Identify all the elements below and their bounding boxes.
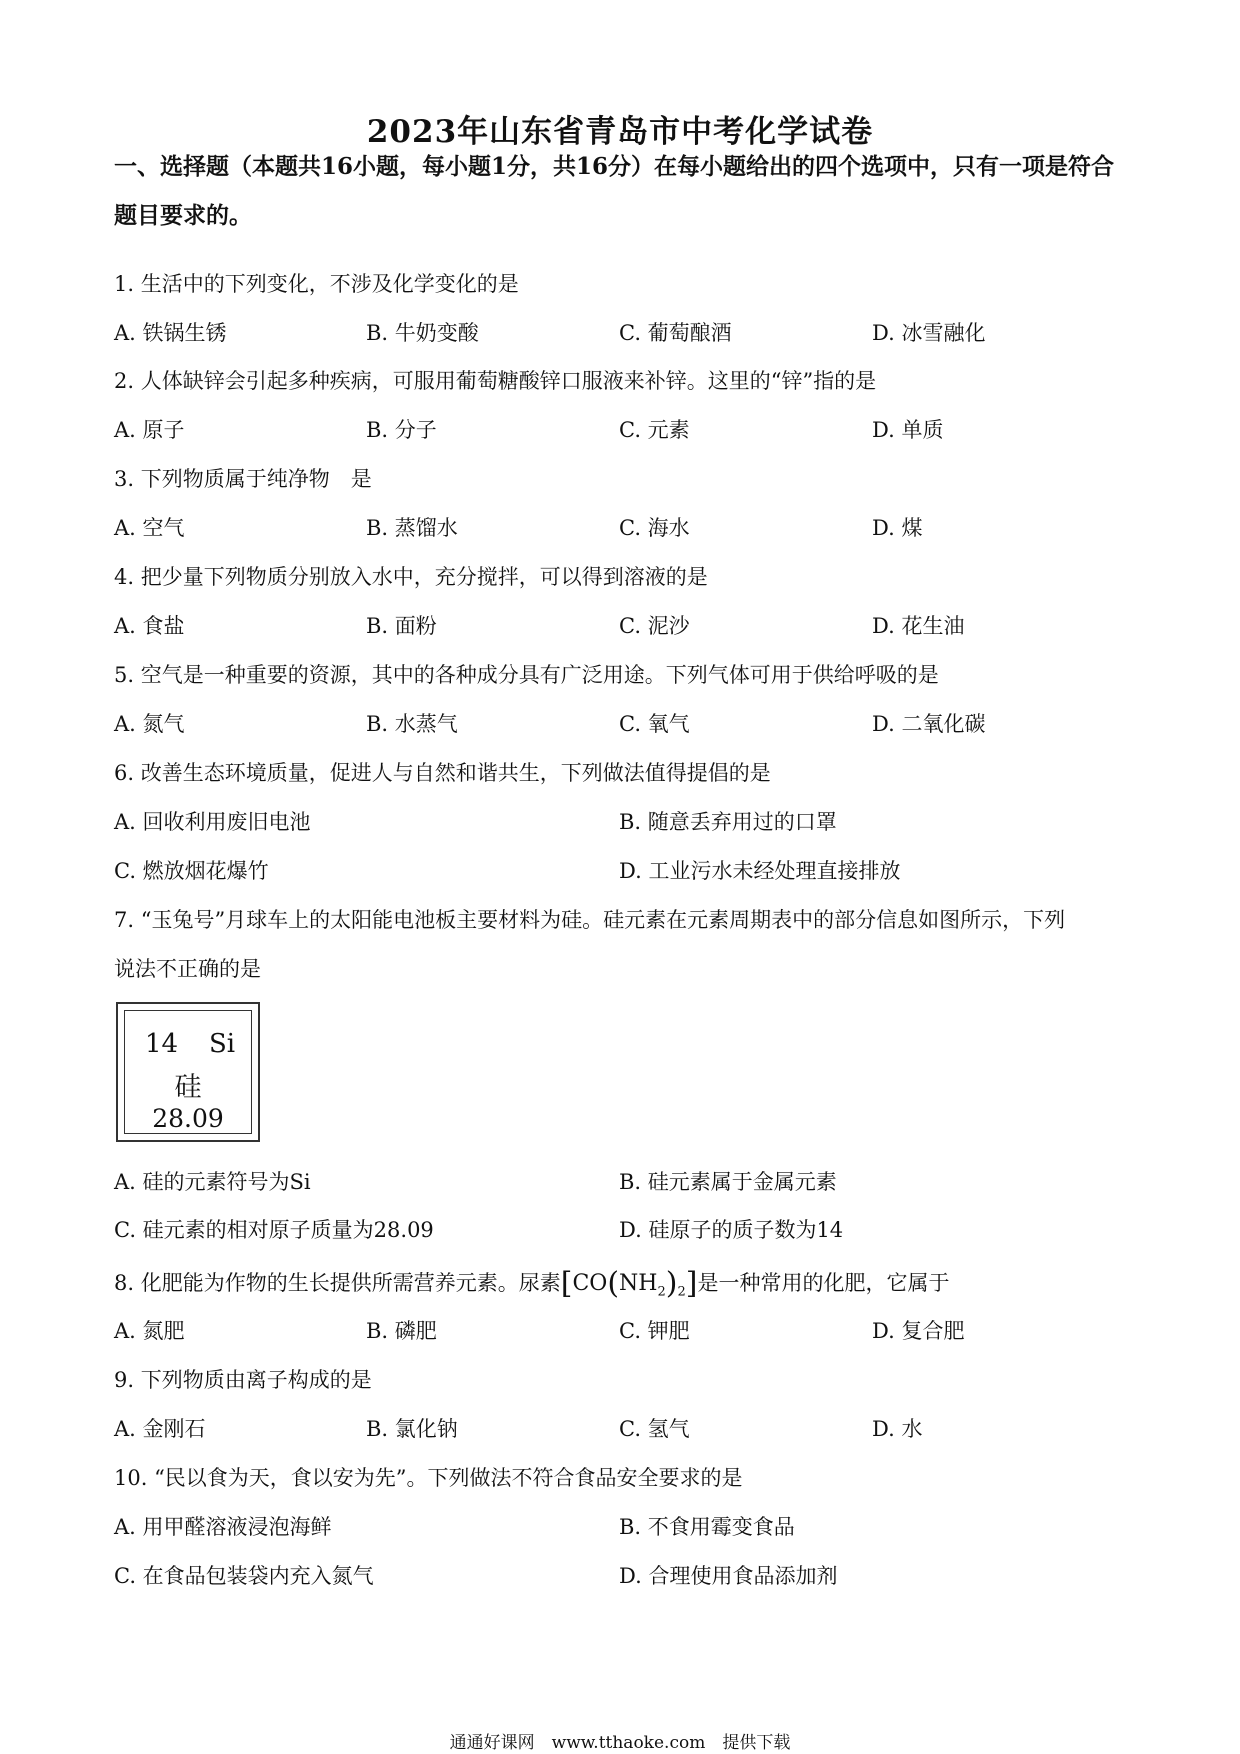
element-name: 硅 (174, 1072, 202, 1103)
question-3-stem: 3. 下列物质属于纯净物 是 (114, 467, 372, 491)
question-9-stem: 9. 下列物质由离子构成的是 (114, 1368, 372, 1392)
question-8-option-b: B. 磷肥 (366, 1319, 437, 1343)
question-9-option-d: D. 水 (872, 1417, 923, 1441)
question-9-option-b: B. 氯化钠 (366, 1417, 458, 1441)
question-7-option-c: C. 硅元素的相对原子质量为28.09 (114, 1218, 434, 1242)
element-atomic-mass: 28.09 (152, 1104, 224, 1133)
question-4-option-a: A. 食盐 (114, 614, 185, 638)
page-title: 2023年山东省青岛市中考化学试卷 (366, 114, 874, 150)
formula-sub-outer: 2 (677, 1284, 686, 1300)
page-footer: 通通好课网 www.tthaoke.com 提供下载 (449, 1733, 791, 1753)
question-1-option-c: C. 葡萄酿酒 (619, 321, 732, 345)
question-8-stem-pre: 8. 化肥能为作物的生长提供所需营养元素。尿素 (114, 1271, 561, 1295)
question-8-option-a: A. 氮肥 (114, 1319, 185, 1343)
question-6-option-d: D. 工业污水未经处理直接排放 (619, 859, 901, 883)
question-4-stem: 4. 把少量下列物质分别放入水中，充分搅拌，可以得到溶液的是 (114, 565, 708, 589)
question-3-option-d: D. 煤 (872, 516, 923, 540)
question-10-option-a: A. 用甲醛溶液浸泡海鲜 (114, 1515, 332, 1539)
question-7-stem-line1: 7. “玉兔号”月球车上的太阳能电池板主要材料为硅。硅元素在元素周期表中的部分信息如图所示，下列 (114, 908, 1066, 932)
question-10-option-d: D. 合理使用食品添加剂 (619, 1564, 838, 1588)
question-5-option-a: A. 氮气 (114, 712, 185, 736)
formula-co: CO (572, 1271, 608, 1296)
question-5-stem: 5. 空气是一种重要的资源，其中的各种成分具有广泛用途。下列气体可用于供给呼吸的是 (114, 663, 939, 687)
section-heading: 一、选择题（本题共16小题，每小题1分，共16分）在每小题给出的四个选项中，只有一项是符合题目要求的。 (114, 153, 1115, 229)
periodic-element-card (116, 1002, 260, 1142)
question-6-option-c: C. 燃放烟花爆竹 (114, 859, 269, 883)
question-9-option-a: A. 金刚石 (114, 1417, 206, 1441)
question-3-option-a: A. 空气 (114, 516, 185, 540)
question-10-option-b: B. 不食用霉变食品 (619, 1515, 795, 1539)
urea-formula: $[CO(NH_2)_2]$ (560, 1266, 698, 1301)
question-6-stem: 6. 改善生态环境质量，促进人与自然和谐共生，下列做法值得提倡的是 (114, 761, 771, 785)
question-2-option-d: D. 单质 (872, 418, 944, 442)
question-2-stem: 2. 人体缺锌会引起多种疾病，可服用葡萄糖酸锌口服液来补锌。这里的“锌”指的是 (114, 369, 877, 393)
formula-sub-inner: 2 (657, 1284, 666, 1300)
question-1-option-b: B. 牛奶变酸 (366, 321, 479, 345)
question-7-stem-line2: 说法不正确的是 (114, 957, 261, 981)
element-symbol: Si (209, 1029, 236, 1059)
question-4-option-d: D. 花生油 (872, 614, 965, 638)
question-8-option-c: C. 钾肥 (619, 1319, 690, 1343)
formula-nh: NH (619, 1271, 658, 1296)
question-1-option-d: D. 冰雪融化 (872, 321, 986, 345)
question-3-option-b: B. 蒸馏水 (366, 516, 458, 540)
question-1-option-a: A. 铁锅生锈 (114, 321, 227, 345)
question-7-option-a: A. 硅的元素符号为Si (114, 1170, 311, 1194)
question-10-option-c: C. 在食品包装袋内充入氮气 (114, 1564, 374, 1588)
question-1-stem: 1. 生活中的下列变化，不涉及化学变化的是 (114, 272, 519, 296)
question-7-option-d: D. 硅原子的质子数为14 (619, 1218, 844, 1242)
question-8-stem-post: 是一种常用的化肥，它属于 (697, 1271, 950, 1295)
question-5-option-c: C. 氧气 (619, 712, 690, 736)
question-5-option-b: B. 水蒸气 (366, 712, 458, 736)
question-2-option-b: B. 分子 (366, 418, 437, 442)
question-4-option-b: B. 面粉 (366, 614, 437, 638)
question-6-option-b: B. 随意丢弃用过的口罩 (619, 810, 837, 834)
question-8-option-d: D. 复合肥 (872, 1319, 965, 1343)
question-4-option-c: C. 泥沙 (619, 614, 690, 638)
question-5-option-d: D. 二氧化碳 (872, 712, 986, 736)
element-atomic-number: 14 (145, 1029, 179, 1059)
question-2-option-c: C. 元素 (619, 418, 690, 442)
question-9-option-c: C. 氢气 (619, 1417, 690, 1441)
question-2-option-a: A. 原子 (114, 418, 185, 442)
question-10-stem: 10. “民以食为天，食以安为先”。下列做法不符合食品安全要求的是 (114, 1466, 743, 1490)
element-card-inner-border (124, 1010, 252, 1134)
question-8-stem (114, 1266, 949, 1301)
question-6-option-a: A. 回收利用废旧电池 (114, 810, 311, 834)
question-3-option-c: C. 海水 (619, 516, 690, 540)
question-7-option-b: B. 硅元素属于金属元素 (619, 1170, 837, 1194)
